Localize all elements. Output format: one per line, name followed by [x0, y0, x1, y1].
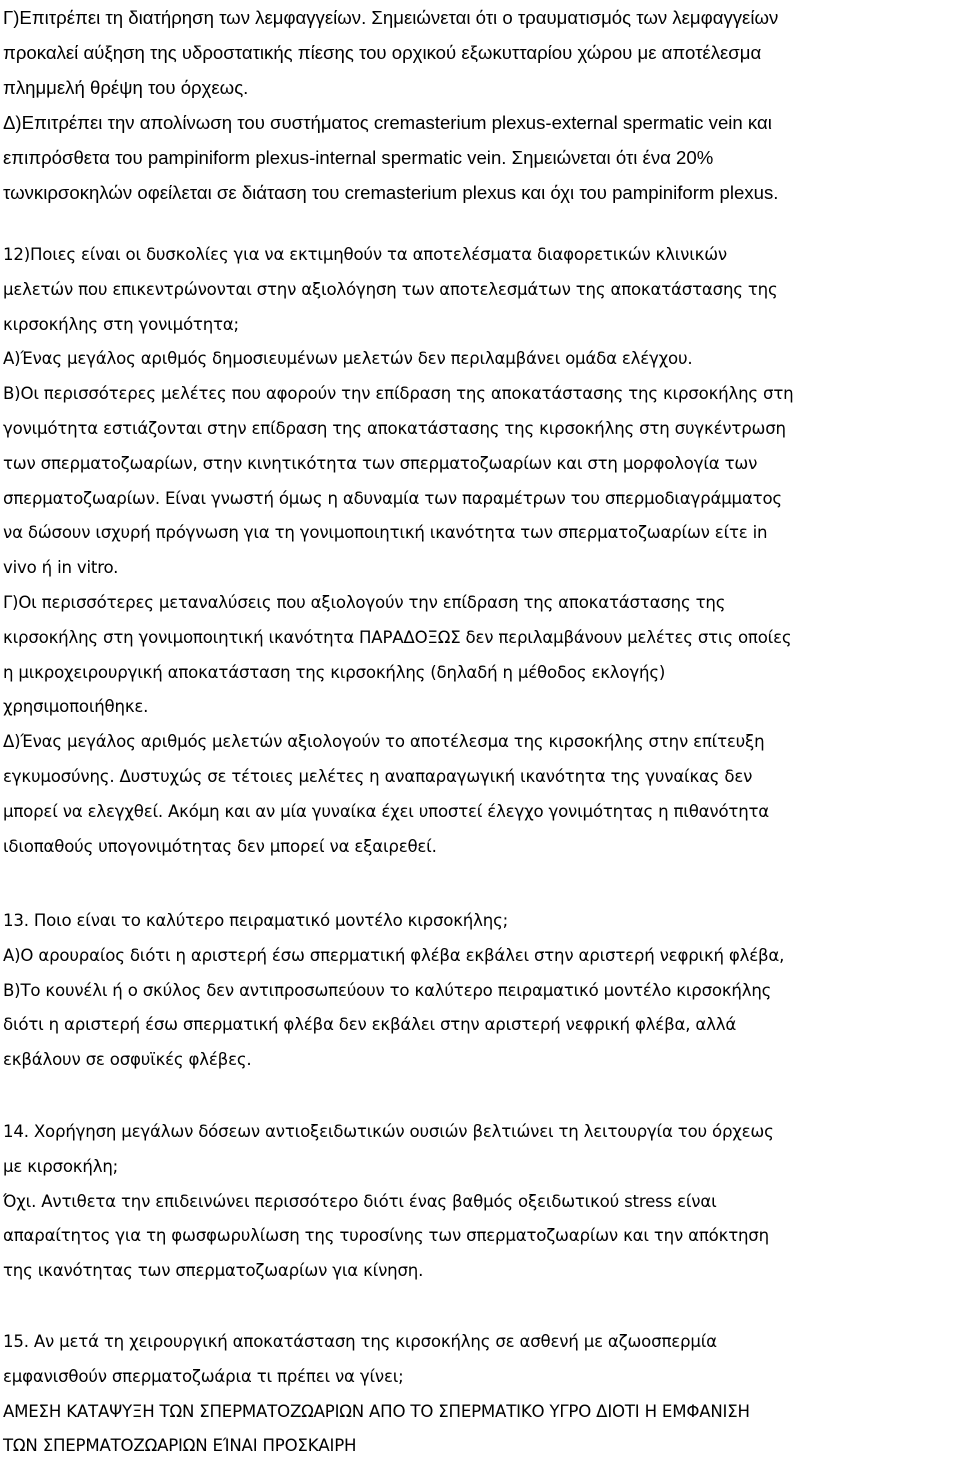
answer-line: απαραίτητος για τη φωσφωρυλίωση της τυροσίνης των σπερματοζωαρίων και την απόκτηση — [3, 1226, 769, 1246]
answer-line: Δ)Ένας μεγάλος αριθμός μελετών αξιολογούν το αποτέλεσμα της κιρσοκήλης στην επίτευξη — [3, 732, 765, 752]
answer-line: Β)Το κουνέλι ή ο σκύλος δεν αντιπροσωπεύουν το καλύτερο πειραματικό μοντέλο κιρσοκήλης — [3, 980, 772, 1000]
answer-line: χρησιμοποιήθηκε. — [3, 697, 149, 717]
answer-line: ΤΩΝ ΣΠΕΡΜΑΤΟΖΩΑΡΙΩΝ ΕΊΝΑΙ ΠΡΟΣΚΑΙΡΗ — [3, 1436, 357, 1456]
answer-line: κιρσοκήλης στη γονιμοποιητική ικανότητα ΠΑΡΑΔΟΞΩΣ δεν περιλαμβάνουν μελέτες στις οποίες — [3, 627, 792, 647]
question-text: 12)Ποιες είναι οι δυσκολίες για να εκτιμηθούν τα αποτελέσματα διαφορετικών κλινικών — [3, 245, 727, 264]
text-line: Γ)Επιτρέπει τη διατήρηση των λεμφαγγείων. Σημειώνεται ότι ο τραυματισμός των λεμφαγγείων — [3, 7, 779, 28]
answer-line: εγκυμοσύνης. Δυστυχώς σε τέτοιες μελέτες η αναπαραγωγική ικανότητα της γυναίκας δεν — [3, 766, 753, 786]
question-14 — [3, 1115, 774, 1289]
question-text: 14. Χορήγηση μεγάλων δόσεων αντιοξειδωτικών ουσιών βελτιώνει τη λειτουργία του όρχεως — [3, 1122, 774, 1141]
question-text: κιρσοκήλης στη γονιμότητα; — [3, 314, 239, 334]
question-12 — [3, 238, 793, 864]
answer-line: ΑΜΕΣΗ ΚΑΤΑΨΥΞΗ ΤΩΝ ΣΠΕΡΜΑΤΟΖΩΑΡΙΩΝ ΑΠΟ ΤΟ ΣΠΕΡΜΑΤΙΚΟ ΥΓΡΟ ΔΙΟΤΙ Η ΕΜΦΑΝΙΣΗ — [3, 1401, 750, 1421]
answer-line: Α)Ο αρουραίος διότι η αριστερή έσω σπερματική φλέβα εκβάλει στην αριστερή νεφρική φλέβα, — [3, 945, 785, 965]
answer-line: εκβάλουν σε οσφυϊκές φλέβες. — [3, 1050, 252, 1070]
answer-line: vivo ή in vitro. — [3, 558, 119, 578]
text-line: πλημμελή θρέψη του όρχεως. — [3, 77, 249, 98]
answer-line: των σπερματοζωαρίων, στην κινητικότητα των σπερματοζωαρίων και στη μορφολογία των — [3, 453, 758, 473]
question-text: με κιρσοκήλη; — [3, 1156, 119, 1176]
question-text: εμφανισθούν σπερματοζωάρια τι πρέπει να γίνει; — [3, 1366, 404, 1386]
answer-line: διότι η αριστερή έσω σπερματική φλέβα δεν εκβάλει στην αριστερή νεφρική φλέβα, αλλά — [3, 1015, 737, 1035]
text-line: προκαλεί αύξηση της υδροστατικής πίεσης του ορχικού εξωκυτταρίου χώρου με αποτέλεσμα — [3, 42, 762, 63]
answer-line: της ικανότητας των σπερματοζωαρίων για κίνηση. — [3, 1261, 424, 1281]
question-text: μελετών που επικεντρώνονται στην αξιολόγηση των αποτελεσμάτων της αποκατάστασης της — [3, 279, 778, 299]
paragraph-top — [3, 0, 778, 210]
question-text: 13. Ποιο είναι το καλύτερο πειραματικό μοντέλο κιρσοκήλης; — [3, 911, 508, 930]
answer-line: ιδιοπαθούς υπογονιμότητας δεν μπορεί να εξαιρεθεί. — [3, 836, 437, 856]
answer-line: να δώσουν ισχυρή πρόγνωση για τη γονιμοποιητική ικανότητα των σπερματοζωαρίων είτε in — [3, 523, 768, 543]
question-13 — [3, 904, 784, 1078]
question-15 — [3, 1325, 750, 1464]
answer-line: η μικροχειρουργική αποκατάσταση της κιρσοκήλης (δηλαδή η μέθοδος εκλογής) — [3, 662, 666, 682]
text-line: Δ)Επιτρέπει την απολίνωση του συστήματος cremasterium plexus-external spermatic vein και — [3, 112, 772, 133]
answer-line: μπορεί να ελεγχθεί. Ακόμη και αν μία γυναίκα έχει υποστεί έλεγχο γονιμότητας η πιθανότητα — [3, 801, 770, 821]
answer-line: σπερματοζωαρίων. Είναι γνωστή όμως η αδυναμία των παραμέτρων του σπερμοδιαγράμματος — [3, 488, 782, 508]
question-text: 15. Αν μετά τη χειρουργική αποκατάσταση της κιρσοκήλης σε ασθενή με αζωοσπερμία — [3, 1332, 717, 1351]
answer-line: Όχι. Αντιθετα την επιδεινώνει περισσότερο διότι ένας βαθμός οξειδωτικού stress είναι — [3, 1191, 717, 1211]
text-line: επιπρόσθετα του pampiniform plexus-internal spermatic vein. Σημειώνεται ότι ένα 20% — [3, 147, 714, 168]
answer-line: Α)Ένας μεγάλος αριθμός δημοσιευμένων μελετών δεν περιλαμβάνει ομάδα ελέγχου. — [3, 349, 693, 369]
text-line: τωνκιρσοκηλών οφείλεται σε διάταση του cremasterium plexus και όχι του pampiniform plexus. — [3, 182, 779, 203]
answer-line: γονιμότητα εστιάζονται στην επίδραση της αποκατάστασης της κιρσοκήλης στη συγκέντρωση — [3, 418, 786, 438]
answer-line: Β)Οι περισσότερες μελέτες που αφορούν την επίδραση της αποκατάστασης της κιρσοκήλης στη — [3, 384, 794, 404]
answer-line: Γ)Οι περισσότερες μεταναλύσεις που αξιολογούν την επίδραση της αποκατάστασης της — [3, 592, 726, 612]
